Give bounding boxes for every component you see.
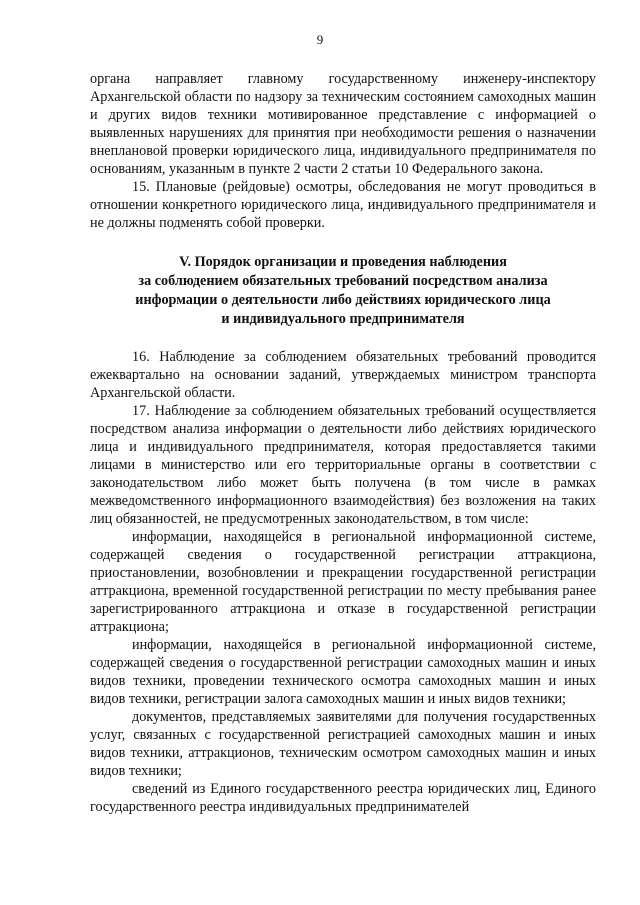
paragraph-17: 17. Наблюдение за соблюдением обязательных требований осуществляется посредством анализа информации о деятельности либо действиях юридического лица и индивидуального предпринимателя, которая предоставляется такими лицами в министерство или его территориальные органы в соответствии с законодательством либо может быть получена (в том числе в рамках межведомственного информационного взаимодействия) без возложения на таких лиц обязанностей, не предусмотренных законодательством, в том числе: [90,403,596,527]
list-item-registry-info: сведений из Единого государственного реестра юридических лиц, Единого государственного реестра индивидуальных предпринимателей [90,781,596,815]
paragraph-16: 16. Наблюдение за соблюдением обязательных требований проводится ежеквартально на основании заданий, утверждаемых министром транспорта Архангельской области. [90,349,596,401]
section-heading-line: V. Порядок организации и проведения наблюдения [179,254,507,270]
paragraphs-bottom [90,348,596,816]
paragraph-15: 15. Плановые (рейдовые) осмотры, обследования не могут проводиться в отношении конкретного юридического лица, индивидуального предпринимателя и не должны подменять собой проверки. [90,179,596,231]
list-item-machines-info: информации, находящейся в региональной информационной системе, содержащей сведения о государственной регистрации самоходных машин и иных видов техники, проведении технического осмотра самоходных машин и иных видов техники, регистрации залога самоходных машин и иных видов техники; [90,637,596,707]
paragraphs-top [90,70,596,232]
section-heading [90,253,596,329]
list-item-attraction-info: информации, находящейся в региональной информационной системе, содержащей сведения о государственной регистрации аттракциона, приостановлении, возобновлении и прекращении государственной регистрации аттракциона, временной государственной регистрации по месту пребывания ранее зарегистрированного аттракциона и отказе в государственной регистрации аттракциона; [90,529,596,635]
page-number: 9 [316,32,324,47]
section-heading-line: информации о деятельности либо действиях юридического лица [135,292,551,308]
paragraph: органа направляет главному государственному инженеру-инспектору Архангельской области по надзору за техническим состоянием самоходных машин и других видов техники мотивированное представление с информацией о выявленных нарушениях для принятия при необходимости решения о назначении внеплановой проверки юридического лица, индивидуального предпринимателя по основаниям, указанным в пункте 2 части 2 статьи 10 Федерального закона. [90,71,596,177]
section-heading-line: за соблюдением обязательных требований посредством анализа [138,273,548,289]
list-item-documents: документов, представляемых заявителями для получения государственных услуг, связанных с государственной регистрацией самоходных машин и иных видов техники, аттракционов, техническим осмотром самоходных машин и иных видов техники; [90,709,596,779]
section-heading-line: и индивидуального предпринимателя [221,311,465,327]
